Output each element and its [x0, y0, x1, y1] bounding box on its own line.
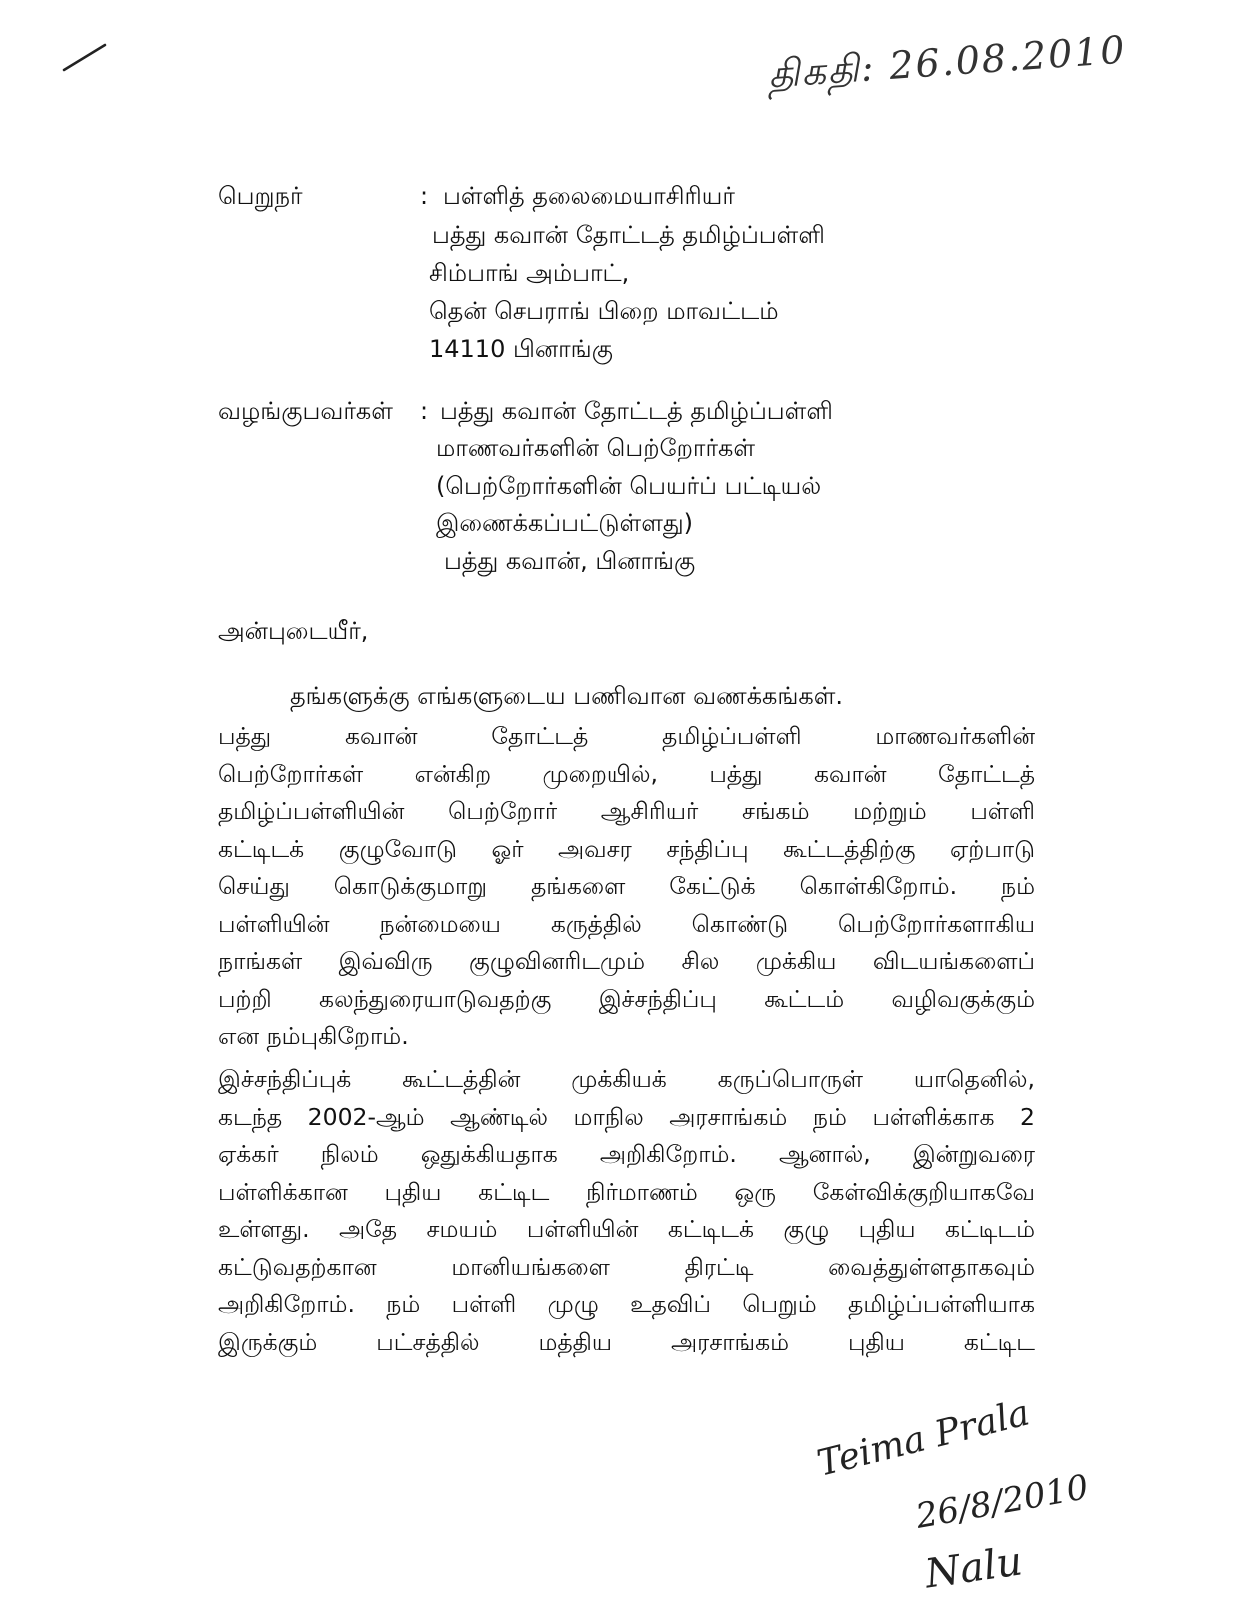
paragraph-line: கடந்த 2002-ஆம் ஆண்டில் மாநில அரசாங்கம் நம் பள்ளிக்காக 2: [218, 1102, 1035, 1131]
paragraph-line: இச்சந்திப்புக் கூட்டத்தின் முக்கியக் கருப்பொருள் யாதெனில்,: [218, 1065, 1035, 1093]
sender-line: (பெற்றோர்களின் பெயர்ப் பட்டியல்: [436, 472, 822, 500]
paragraph-line: என நம்புகிறோம்.: [218, 1022, 409, 1050]
handwritten-signature-date: 26/8/2010: [912, 1467, 1092, 1537]
recipient-label: பெறுநர்: [218, 182, 303, 210]
body-paragraph-2: [218, 1061, 1035, 1361]
recipient-line: தென் செபராங் பிறை மாவட்டம்: [429, 297, 779, 325]
pen-stroke-mark: [60, 40, 110, 75]
sender-colon: :: [420, 397, 429, 425]
paragraph-line: நாங்கள் இவ்விரு குழுவினரிடமும் சில முக்கிய விடயங்களைப்: [218, 947, 1035, 975]
paragraph-line: உள்ளது. அதே சமயம் பள்ளியின் கட்டிடக் குழு புதிய கட்டிடம்: [218, 1215, 1035, 1243]
paragraph-line: கட்டுவதற்கான மானியங்களை திரட்டி வைத்துள்ளதாகவும்: [218, 1252, 1035, 1281]
sender-line: இணைக்கப்பட்டுள்ளது): [436, 509, 694, 537]
paragraph-line: அறிகிறோம். நம் பள்ளி முழு உதவிப் பெறும் தமிழ்ப்பள்ளியாக: [218, 1290, 1035, 1318]
greeting-line: தங்களுக்கு எங்களுடைய பணிவான வணக்கங்கள்.: [290, 682, 844, 710]
recipient-line: 14110 பினாங்கு: [429, 335, 613, 363]
sender-label: வழங்குபவர்கள்: [218, 397, 393, 425]
handwritten-date: திகதி: 26.08.2010: [766, 27, 1128, 97]
recipient-line: சிம்பாங் அம்பாட்,: [429, 259, 630, 287]
paragraph-line: பத்து கவான் தோட்டத் தமிழ்ப்பள்ளி மாணவர்களின்: [218, 722, 1035, 750]
sender-line: பத்து கவான், பினாங்கு: [444, 547, 696, 575]
body-paragraph-1: [218, 718, 1035, 1056]
handwritten-initials: Nalu: [922, 1538, 1026, 1598]
paragraph-line: பள்ளிக்கான புதிய கட்டிட நிர்மாணம் ஒரு கேள்விக்குறியாகவே: [218, 1177, 1035, 1206]
sender-line: பத்து கவான் தோட்டத் தமிழ்ப்பள்ளி: [440, 397, 833, 425]
paragraph-line: இருக்கும் பட்சத்தில் மத்திய அரசாங்கம் புதிய கட்டிட: [218, 1327, 1035, 1356]
paragraph-line: பற்றி கலந்துரையாடுவதற்கு இச்சந்திப்பு கூட்டம் வழிவகுக்கும்: [218, 984, 1035, 1013]
paragraph-line: பள்ளியின் நன்மையை கருத்தில் கொண்டு பெற்றோர்களாகிய: [218, 909, 1035, 938]
paragraph-line: செய்து கொடுக்குமாறு தங்களை கேட்டுக் கொள்கிறோம். நம்: [218, 872, 1035, 900]
recipient-line: பத்து கவான் தோட்டத் தமிழ்ப்பள்ளி: [432, 221, 825, 249]
paragraph-line: கட்டிடக் குழுவோடு ஓர் அவசர சந்திப்பு கூட்டத்திற்கு ஏற்பாடு: [218, 834, 1035, 863]
paragraph-line: பெற்றோர்கள் என்கிற முறையில், பத்து கவான் தோட்டத்: [218, 759, 1035, 788]
paragraph-line: ஏக்கர் நிலம் ஒதுக்கியதாக அறிகிறோம். ஆனால், இன்றுவரை: [218, 1140, 1035, 1168]
handwritten-signature: Teima Prala: [813, 1392, 1034, 1485]
salutation: அன்புடையீர்,: [218, 617, 369, 645]
recipient-colon: :: [420, 182, 429, 210]
recipient-line: பள்ளித் தலைமையாசிரியர்: [443, 182, 735, 210]
paragraph-line: தமிழ்ப்பள்ளியின் பெற்றோர் ஆசிரியர் சங்கம் மற்றும் பள்ளி: [218, 797, 1035, 825]
sender-line: மாணவர்களின் பெற்றோர்கள்: [436, 434, 756, 462]
